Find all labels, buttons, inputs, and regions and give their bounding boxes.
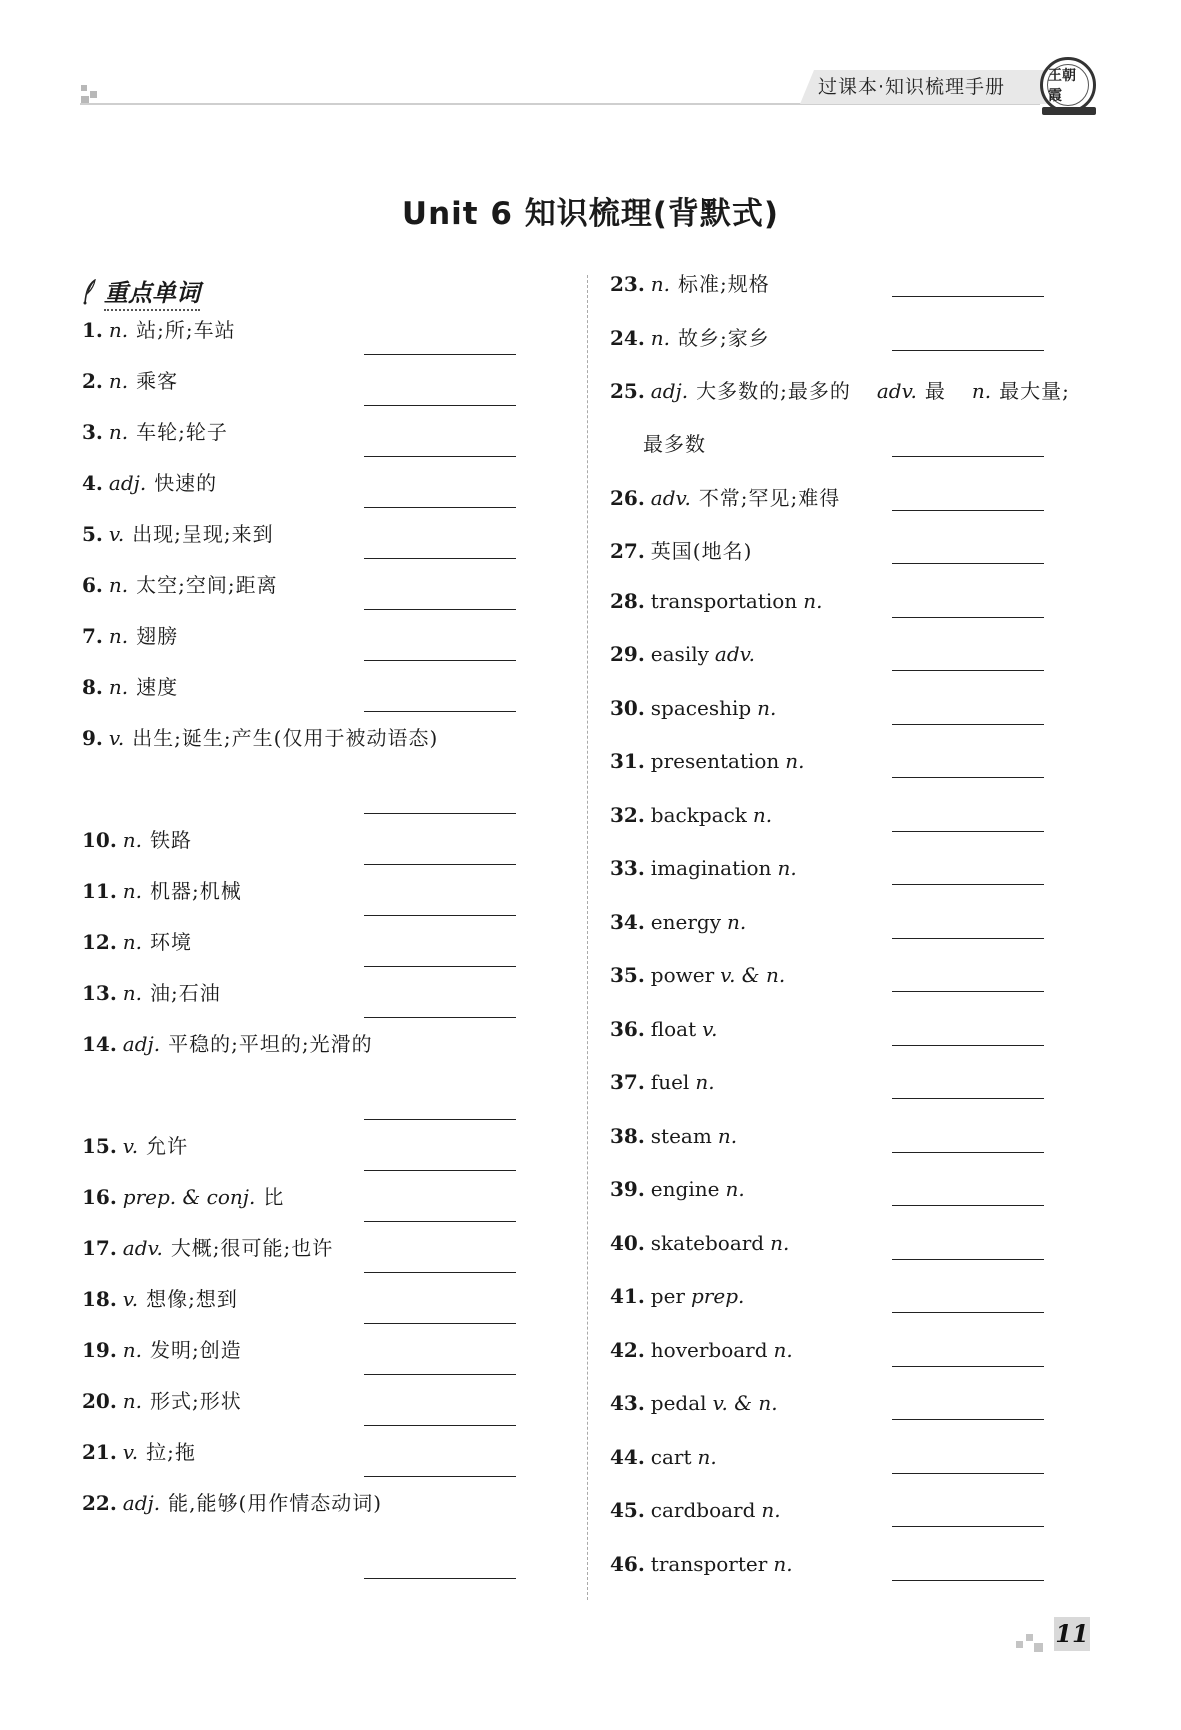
english-word: transportation [650, 589, 798, 613]
english-word: skateboard [650, 1231, 765, 1255]
part-of-speech: n. [695, 1070, 715, 1094]
item-number: 25. [610, 379, 645, 403]
vocab-item [610, 375, 1070, 405]
english-word: hoverboard [650, 1338, 768, 1362]
answer-blank[interactable] [364, 915, 516, 916]
part-of-speech: n. [697, 1445, 717, 1469]
part-of-speech: prep. & conj. [122, 1185, 256, 1209]
chinese-meaning: 允许 [146, 1134, 189, 1158]
part-of-speech: v. [122, 1134, 139, 1158]
vocab-item [610, 1498, 789, 1528]
english-word: engine [650, 1177, 720, 1201]
answer-blank[interactable] [892, 777, 1044, 778]
english-word: backpack [650, 803, 747, 827]
item-number: 16. [82, 1185, 117, 1209]
answer-blank[interactable] [364, 966, 516, 967]
part-of-speech: n. [650, 272, 671, 296]
part-of-speech: v. [702, 1017, 718, 1041]
vocab-item [82, 977, 221, 1007]
part-of-speech: n. [717, 1124, 738, 1148]
vocab-item [610, 856, 805, 886]
part-of-speech: n. [725, 1177, 745, 1201]
vocab-item [82, 1283, 238, 1313]
english-word: energy [650, 910, 722, 934]
item-number: 17. [82, 1236, 117, 1260]
english-word: spaceship [650, 696, 752, 720]
vocab-item [610, 589, 830, 619]
answer-blank[interactable] [892, 510, 1044, 511]
part-of-speech: n. [122, 828, 143, 852]
column-divider [587, 275, 588, 1600]
vocab-item [610, 535, 752, 565]
chinese-meaning: 能,能够(用作情态动词) [168, 1491, 383, 1515]
part-of-speech: v. & n. [720, 963, 786, 987]
answer-blank[interactable] [892, 296, 1044, 297]
vocab-item [610, 1552, 801, 1582]
item-number: 26. [610, 486, 645, 510]
chinese-meaning: 大多数的;最多的 [696, 379, 851, 403]
header-decor-square [90, 91, 97, 98]
answer-blank[interactable] [364, 1323, 516, 1324]
part-of-speech: adj. [108, 471, 147, 495]
vocab-item [610, 482, 840, 512]
answer-blank[interactable] [892, 617, 1044, 618]
part-of-speech: v. [122, 1287, 139, 1311]
chinese-meaning: 最大量; [999, 379, 1070, 403]
part-of-speech: prep. [691, 1284, 745, 1308]
english-word: presentation [650, 749, 780, 773]
english-word: pedal [650, 1391, 707, 1415]
vocab-item [610, 749, 813, 779]
vocab-item [82, 1181, 284, 1211]
item-number: 46. [610, 1552, 645, 1576]
chinese-meaning: 拉;拖 [146, 1440, 196, 1464]
item-number: 1. [82, 318, 103, 342]
item-number: 32. [610, 803, 645, 827]
item-number: 27. [610, 539, 645, 563]
vocab-item [82, 1028, 373, 1058]
part-of-speech: adj. [650, 379, 689, 403]
item-number: 45. [610, 1498, 645, 1522]
part-of-speech: n. [650, 326, 671, 350]
item-number: 43. [610, 1391, 645, 1415]
english-word: fuel [650, 1070, 690, 1094]
answer-blank[interactable] [892, 724, 1044, 725]
vocab-item [610, 963, 793, 993]
answer-blank[interactable] [364, 405, 516, 406]
answer-blank[interactable] [364, 660, 516, 661]
vocab-item [610, 1445, 725, 1475]
part-of-speech: n. [773, 1338, 793, 1362]
item-number: 33. [610, 856, 645, 880]
footer-decor-square [1034, 1643, 1043, 1652]
answer-blank[interactable] [364, 1578, 516, 1579]
part-of-speech: n. [122, 879, 143, 903]
chinese-meaning: 乘客 [136, 369, 179, 393]
item-number: 38. [610, 1124, 645, 1148]
chinese-meaning: 不常;罕见;难得 [698, 486, 841, 510]
answer-blank[interactable] [892, 938, 1044, 939]
part-of-speech: adv. [122, 1236, 163, 1260]
chinese-meaning: 标准;规格 [678, 272, 770, 296]
item-number: 8. [82, 675, 103, 699]
part-of-speech: n. [777, 856, 797, 880]
vocab-item [82, 569, 278, 599]
answer-blank[interactable] [892, 884, 1044, 885]
part-of-speech: n. [757, 696, 777, 720]
vocab-item [610, 268, 770, 298]
chinese-meaning: 想像;想到 [146, 1287, 238, 1311]
item-number: 2. [82, 369, 103, 393]
item-number: 9. [82, 726, 103, 750]
item-number: 29. [610, 642, 645, 666]
section-heading [82, 273, 200, 311]
publisher-logo [1040, 57, 1096, 113]
chinese-meaning: 大概;很可能;也许 [170, 1236, 334, 1260]
vocab-item [610, 322, 770, 352]
part-of-speech: v. [108, 726, 125, 750]
chinese-meaning: 油;石油 [150, 981, 221, 1005]
chinese-meaning: 站;所;车站 [136, 318, 236, 342]
item-number: 41. [610, 1284, 645, 1308]
vocab-item [82, 722, 438, 752]
answer-blank[interactable] [364, 1476, 516, 1477]
page-title: Unit 6 知识梳理(背默式) [401, 196, 780, 232]
answer-blank[interactable] [364, 864, 516, 865]
vocab-item [82, 1232, 333, 1262]
part-of-speech: n. [773, 1552, 793, 1576]
vocab-item [82, 1334, 242, 1364]
answer-blank[interactable] [364, 1170, 516, 1171]
item-number: 22. [82, 1491, 117, 1515]
item-number: 7. [82, 624, 103, 648]
answer-blank[interactable] [364, 1425, 516, 1426]
english-word: cardboard [650, 1498, 756, 1522]
answer-blank[interactable] [892, 1580, 1044, 1581]
chinese-meaning: 出现;呈现;来到 [132, 522, 274, 546]
chinese-meaning: 平稳的;平坦的;光滑的 [168, 1032, 373, 1056]
answer-blank[interactable] [892, 350, 1044, 351]
chinese-meaning: 车轮;轮子 [136, 420, 228, 444]
vocab-item [82, 875, 242, 905]
answer-blank[interactable] [364, 1221, 516, 1222]
part-of-speech: n. [122, 1389, 143, 1413]
answer-blank[interactable] [892, 991, 1044, 992]
vocab-item [82, 467, 217, 497]
vocab-item [610, 1338, 801, 1368]
vocab-item [82, 365, 178, 395]
part-of-speech: n. [108, 318, 129, 342]
answer-blank[interactable] [364, 1119, 516, 1120]
answer-blank[interactable] [892, 1366, 1044, 1367]
item-number: 37. [610, 1070, 645, 1094]
footer-decor-square [1016, 1641, 1023, 1648]
chinese-meaning: 出生;诞生;产生(仅用于被动语态) [132, 726, 439, 750]
vocab-item [82, 926, 192, 956]
answer-blank[interactable] [364, 1272, 516, 1273]
answer-blank[interactable] [364, 813, 516, 814]
part-of-speech: n. [108, 675, 129, 699]
chinese-meaning: 形式;形状 [150, 1389, 242, 1413]
part-of-speech: n. [122, 930, 143, 954]
part-of-speech: n. [971, 379, 992, 403]
part-of-speech: n. [108, 624, 129, 648]
vocab-item [82, 1385, 242, 1415]
vocab-item [610, 1284, 752, 1314]
item-number: 39. [610, 1177, 645, 1201]
vocab-item [82, 518, 274, 548]
vocab-item [82, 620, 178, 650]
part-of-speech: n. [122, 981, 143, 1005]
item-number: 28. [610, 589, 645, 613]
part-of-speech: n. [108, 420, 129, 444]
item-number: 18. [82, 1287, 117, 1311]
answer-blank[interactable] [892, 1312, 1044, 1313]
part-of-speech: n. [761, 1498, 781, 1522]
part-of-speech: adj. [122, 1491, 161, 1515]
part-of-speech: adj. [122, 1032, 161, 1056]
chinese-meaning: 铁路 [150, 828, 193, 852]
vocab-item [610, 642, 763, 672]
item-number: 6. [82, 573, 103, 597]
answer-blank[interactable] [364, 711, 516, 712]
vocab-item [610, 803, 780, 833]
part-of-speech: n. [122, 1338, 143, 1362]
answer-blank[interactable] [364, 507, 516, 508]
item-number: 35. [610, 963, 645, 987]
logo-ribbon [1042, 107, 1096, 115]
answer-blank[interactable] [364, 558, 516, 559]
vocab-item [610, 1017, 725, 1047]
part-of-speech: n. [803, 589, 823, 613]
answer-blank[interactable] [364, 1374, 516, 1375]
chinese-meaning: 最 [924, 379, 946, 403]
english-word: power [650, 963, 715, 987]
chinese-meaning: 英国(地名) [650, 539, 753, 563]
item-number: 42. [610, 1338, 645, 1362]
answer-blank[interactable] [892, 456, 1044, 457]
chinese-meaning: 比 [263, 1185, 285, 1209]
item-number: 34. [610, 910, 645, 934]
vocab-item [82, 1436, 196, 1466]
chinese-meaning: 太空;空间;距离 [136, 573, 278, 597]
part-of-speech: n. [770, 1231, 790, 1255]
english-word: imagination [650, 856, 772, 880]
vocab-item [610, 1391, 786, 1421]
item-number: 10. [82, 828, 117, 852]
english-word: per [650, 1284, 685, 1308]
item-number: 40. [610, 1231, 645, 1255]
vocab-item [610, 1070, 723, 1100]
part-of-speech: n. [727, 910, 747, 934]
english-word: cart [650, 1445, 692, 1469]
english-word: transporter [650, 1552, 768, 1576]
english-word: float [650, 1017, 697, 1041]
item-number: 44. [610, 1445, 645, 1469]
chinese-meaning: 快速的 [154, 471, 218, 495]
vocab-item [610, 1177, 753, 1207]
chinese-meaning: 发明;创造 [150, 1338, 242, 1362]
vocab-item [82, 1130, 188, 1160]
page-number: 11 [1054, 1617, 1090, 1651]
answer-blank[interactable] [892, 1205, 1044, 1206]
english-word: steam [650, 1124, 712, 1148]
vocab-item [82, 824, 192, 854]
chinese-meaning: 故乡;家乡 [678, 326, 770, 350]
item-number: 21. [82, 1440, 117, 1464]
english-word: easily [650, 642, 709, 666]
part-of-speech: n. [785, 749, 805, 773]
part-of-speech: v. [108, 522, 125, 546]
vocab-item [610, 696, 784, 726]
part-of-speech: adv. [876, 379, 917, 403]
item-number: 36. [610, 1017, 645, 1041]
answer-blank[interactable] [364, 456, 516, 457]
part-of-speech: n. [752, 803, 773, 827]
answer-blank[interactable] [892, 1419, 1044, 1420]
chinese-meaning: 机器;机械 [150, 879, 242, 903]
item-number: 12. [82, 930, 117, 954]
answer-blank[interactable] [892, 670, 1044, 671]
part-of-speech: adv. [714, 642, 755, 666]
item-number: 11. [82, 879, 117, 903]
answer-blank[interactable] [892, 1473, 1044, 1474]
answer-blank[interactable] [364, 1017, 516, 1018]
chinese-meaning: 翅膀 [136, 624, 179, 648]
item-number: 24. [610, 326, 645, 350]
answer-blank[interactable] [892, 831, 1044, 832]
chinese-meaning: 速度 [136, 675, 179, 699]
header-decor-square [81, 85, 87, 91]
part-of-speech: v. & n. [712, 1391, 778, 1415]
part-of-speech: v. [122, 1440, 139, 1464]
part-of-speech: adv. [650, 486, 691, 510]
answer-blank[interactable] [892, 1259, 1044, 1260]
feather-pen-icon [82, 279, 98, 305]
answer-blank[interactable] [892, 1045, 1044, 1046]
vocab-item [82, 1487, 382, 1517]
vocab-item [610, 1124, 745, 1154]
chinese-meaning: 环境 [150, 930, 193, 954]
answer-blank[interactable] [364, 354, 516, 355]
part-of-speech: n. [108, 573, 129, 597]
item-number: 14. [82, 1032, 117, 1056]
chinese-meaning-continued: 最多数 [643, 432, 706, 456]
item-number: 23. [610, 272, 645, 296]
footer-decor-square [1026, 1634, 1033, 1641]
vocab-item [82, 671, 178, 701]
item-number: 3. [82, 420, 103, 444]
answer-blank[interactable] [892, 563, 1044, 564]
item-number: 31. [610, 749, 645, 773]
section-title: 重点单词 [104, 273, 200, 311]
vocab-item [610, 910, 754, 940]
vocab-item [610, 1231, 797, 1261]
answer-blank[interactable] [892, 1152, 1044, 1153]
item-number: 19. [82, 1338, 117, 1362]
item-number: 15. [82, 1134, 117, 1158]
item-number: 5. [82, 522, 103, 546]
item-number: 30. [610, 696, 645, 720]
answer-blank[interactable] [364, 609, 516, 610]
logo-text: 王朝霞 [1047, 64, 1089, 106]
answer-blank[interactable] [892, 1098, 1044, 1099]
part-of-speech: n. [108, 369, 129, 393]
vocab-item [82, 314, 236, 344]
vocab-item [82, 416, 228, 446]
item-number: 4. [82, 471, 103, 495]
item-number: 20. [82, 1389, 117, 1413]
item-number: 13. [82, 981, 117, 1005]
book-title: 过课本·知识梳理手册 [818, 76, 1006, 98]
answer-blank[interactable] [892, 1526, 1044, 1527]
